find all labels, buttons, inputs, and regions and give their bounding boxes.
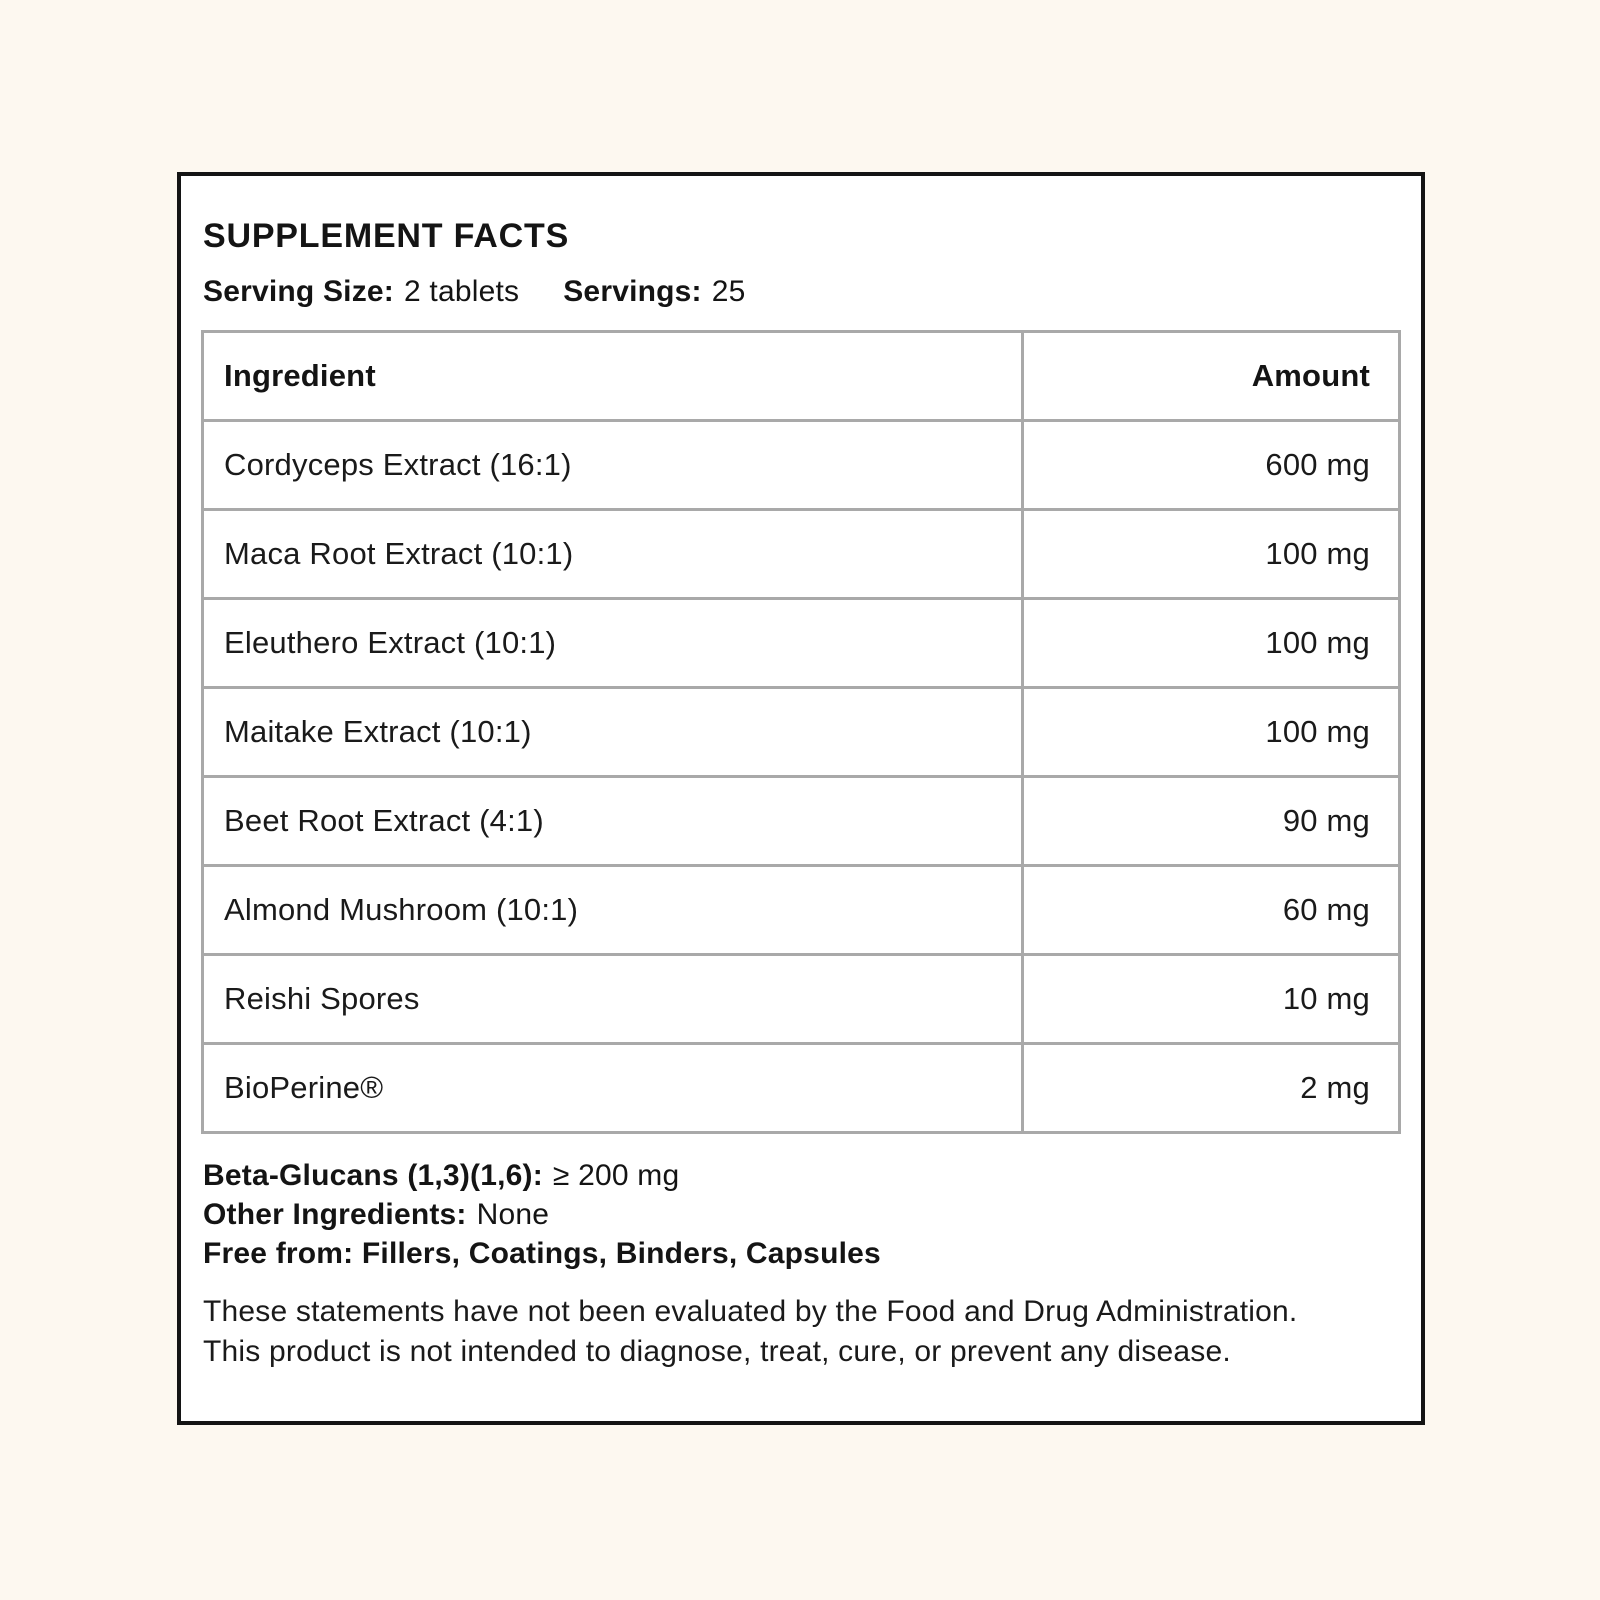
- ingredient-cell: Almond Mushroom (10:1): [203, 866, 1023, 955]
- servings-value: 25: [711, 274, 746, 308]
- amount-cell: 90 mg: [1022, 777, 1399, 866]
- free-from-label: Free from: Fillers, Coatings, Binders, Capsules: [203, 1237, 881, 1271]
- ingredient-cell: Maca Root Extract (10:1): [203, 510, 1023, 599]
- ingredient-table: [201, 330, 1401, 1134]
- amount-cell: 100 mg: [1022, 510, 1399, 599]
- amount-cell: 100 mg: [1022, 599, 1399, 688]
- serving-size-value: 2 tablets: [404, 274, 520, 308]
- table-row: [203, 1044, 1400, 1133]
- free-from-note: [203, 1234, 1401, 1273]
- table-row: [203, 510, 1400, 599]
- supplement-facts-card: [177, 172, 1425, 1425]
- ingredient-cell: Eleuthero Extract (10:1): [203, 599, 1023, 688]
- table-row: [203, 955, 1400, 1044]
- notes-block: [203, 1156, 1401, 1273]
- ingredient-cell: Beet Root Extract (4:1): [203, 777, 1023, 866]
- serving-info: [203, 273, 1401, 311]
- beta-glucans-label: Beta-Glucans (1,3)(1,6):: [203, 1159, 543, 1193]
- beta-glucans-note: [203, 1156, 1401, 1195]
- other-ingredients-label: Other Ingredients:: [203, 1198, 467, 1232]
- amount-cell: 60 mg: [1022, 866, 1399, 955]
- amount-cell: 600 mg: [1022, 421, 1399, 510]
- ingredient-cell: Reishi Spores: [203, 955, 1023, 1044]
- ingredient-cell: BioPerine®: [203, 1044, 1023, 1133]
- other-ingredients-value: None: [476, 1198, 550, 1232]
- table-row: [203, 421, 1400, 510]
- serving-size-label: Serving Size:: [203, 274, 394, 308]
- amount-cell: 2 mg: [1022, 1044, 1399, 1133]
- table-row: [203, 777, 1400, 866]
- amount-column-header: Amount: [1022, 332, 1399, 421]
- table-row: [203, 599, 1400, 688]
- amount-cell: 100 mg: [1022, 688, 1399, 777]
- ingredient-cell: Maitake Extract (10:1): [203, 688, 1023, 777]
- servings-label: Servings:: [563, 274, 702, 308]
- amount-cell: 10 mg: [1022, 955, 1399, 1044]
- supplement-facts-title: SUPPLEMENT FACTS: [203, 217, 570, 255]
- beta-glucans-value: ≥ 200 mg: [552, 1159, 680, 1193]
- ingredient-cell: Cordyceps Extract (16:1): [203, 421, 1023, 510]
- table-row: [203, 866, 1400, 955]
- table-row: [203, 688, 1400, 777]
- ingredient-column-header: Ingredient: [203, 332, 1023, 421]
- fda-disclaimer-text: These statements have not been evaluated by the Food and Drug Administration. This product is not intended to diagnose, treat, cure, or prevent any disease.: [203, 1295, 1298, 1369]
- table-header-row: [203, 332, 1400, 421]
- other-ingredients-note: [203, 1195, 1401, 1234]
